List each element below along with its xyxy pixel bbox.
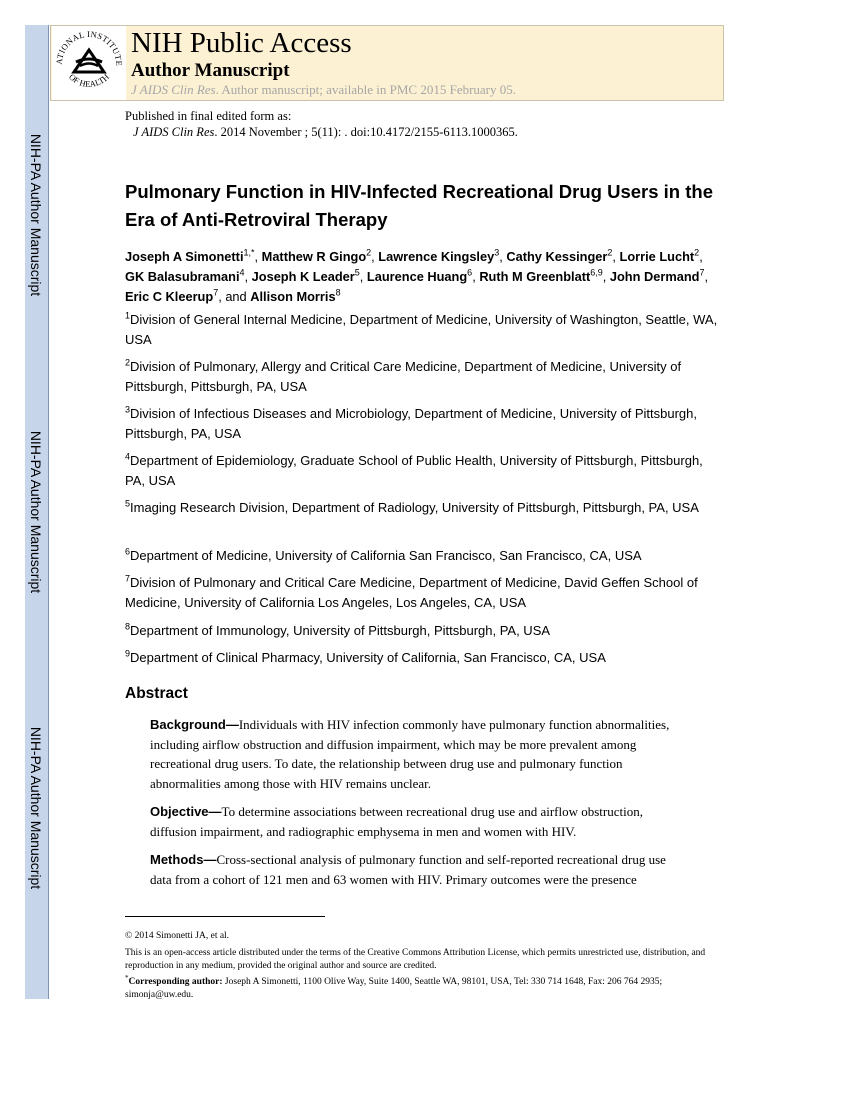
copyright-note: © 2014 Simonetti JA, et al. <box>125 931 230 941</box>
affiliation: $^6$Department of Medicine, University of California San Francisco, San Francisco, CA, USA <box>125 546 642 563</box>
author-list <box>125 247 725 307</box>
citation-line: J AIDS Clin Res. 2014 November ; 5(11): . doi:10.4172/2155-6113.1000365. <box>133 125 518 139</box>
abstract-background: Background—Individuals with HIV infection commonly have pulmonary function abnormalities, including airflow obstruction and diffusion impairment, which may be more prevalent among recreational drug users. To date, the relationship between drug use and pulmonary function abnormalities among those with HIV remains unclear. <box>150 717 670 791</box>
nih-logo <box>52 26 126 100</box>
affiliation: $^9$Department of Clinical Pharmacy, University of California, San Francisco, CA, USA <box>125 648 606 665</box>
affiliation: $^2$Division of Pulmonary, Allergy and Critical Care Medicine, Department of Medicine, University of Pittsburgh, Pittsburgh, PA, USA <box>125 357 682 394</box>
corresponding-author-note: *Corresponding author: Joseph A Simonetti, 1100 Olive Way, Suite 1400, Seattle WA, 98101, USA, Tel: 330 714 1648, Fax: 206 764 2935; simonja@uw.edu. <box>125 973 663 1000</box>
abstract-heading: Abstract <box>125 685 188 702</box>
abstract-methods: Methods—Cross-sectional analysis of pulmonary function and self-reported recreational drug use data from a cohort of 121 men and 63 women with HIV. Primary outcomes were the presence <box>150 852 666 887</box>
availability-line: J AIDS Clin Res. Author manuscript; available in PMC 2015 February 05. <box>131 82 517 97</box>
svg-text:NATIONAL INSTITUTES: ATIONAL INSTITUTE <box>53 28 125 67</box>
header-subtitle: Author Manuscript <box>131 60 290 81</box>
author: Ruth M Greenblatt$^{6,9}$, <box>479 267 610 284</box>
footnote-rule <box>125 916 325 917</box>
affiliation: $^7$Division of Pulmonary and Critical Care Medicine, Department of Medicine, David Geffen School of Medicine, University of California Los Angeles, Los Angeles, CA, USA <box>125 573 698 610</box>
author: Eric C Kleerup$^7$, and <box>125 287 251 304</box>
article-title: Pulmonary Function in HIV-Infected Recreational Drug Users in the Era of Anti-Retroviral Therapy <box>125 181 713 230</box>
license-note: This is an open-access article distributed under the terms of the Creative Commons Attribution License, which permits unrestricted use, distribution, and reproduction in any medium, provided the original author and source are credited. <box>125 948 706 971</box>
svg-text:OF HEALTH: OF HEALTH <box>67 71 111 89</box>
sidebar-label-3: NIH-PA Author Manuscript <box>28 726 44 890</box>
affiliation: $^8$Department of Immunology, University of Pittsburgh, Pittsburgh, PA, USA <box>125 621 551 638</box>
affiliation: $^5$Imaging Research Division, Department of Radiology, University of Pittsburgh, Pittsburgh, PA, USA <box>125 498 699 515</box>
author: GK Balasubramani$^4$, <box>125 267 252 284</box>
abstract-objective: Objective—To determine associations between recreational drug use and airflow obstruction, diffusion impairment, and radiographic emphysema in men and women with HIV. <box>150 804 643 839</box>
header-title: NIH Public Access <box>131 27 352 59</box>
affiliation: $^4$Department of Epidemiology, Graduate School of Public Health, University of Pittsburgh, Pittsburgh, PA, USA <box>125 451 703 488</box>
author: Lawrence Kingsley$^3$, <box>378 247 507 264</box>
author: Lorrie Lucht$^2$, <box>619 247 703 264</box>
sidebar-label-2: NIH-PA Author Manuscript <box>28 430 44 594</box>
sidebar-label-1: NIH-PA Author Manuscript <box>28 133 44 297</box>
affiliation: $^1$Division of General Internal Medicine, Department of Medicine, University of Washington, Seattle, WA, USA <box>125 310 718 347</box>
author: Allison Morris$^8$ <box>250 287 341 304</box>
author: Joseph K Leader$^5$, <box>251 267 367 284</box>
author: Joseph A Simonetti$^{1,*}$, <box>125 247 262 264</box>
affiliation: $^3$Division of Infectious Diseases and Microbiology, Department of Medicine, University of Pittsburgh, Pittsburgh, PA, USA <box>125 404 697 441</box>
author: Laurence Huang$^6$, <box>366 267 480 284</box>
published-label: Published in final edited form as: <box>125 109 292 123</box>
author: John Dermand$^7$, <box>609 267 709 284</box>
nih-seal-icon <box>52 26 126 100</box>
author: Cathy Kessinger$^2$, <box>506 247 620 264</box>
author: Matthew R Gingo$^2$, <box>261 247 379 264</box>
